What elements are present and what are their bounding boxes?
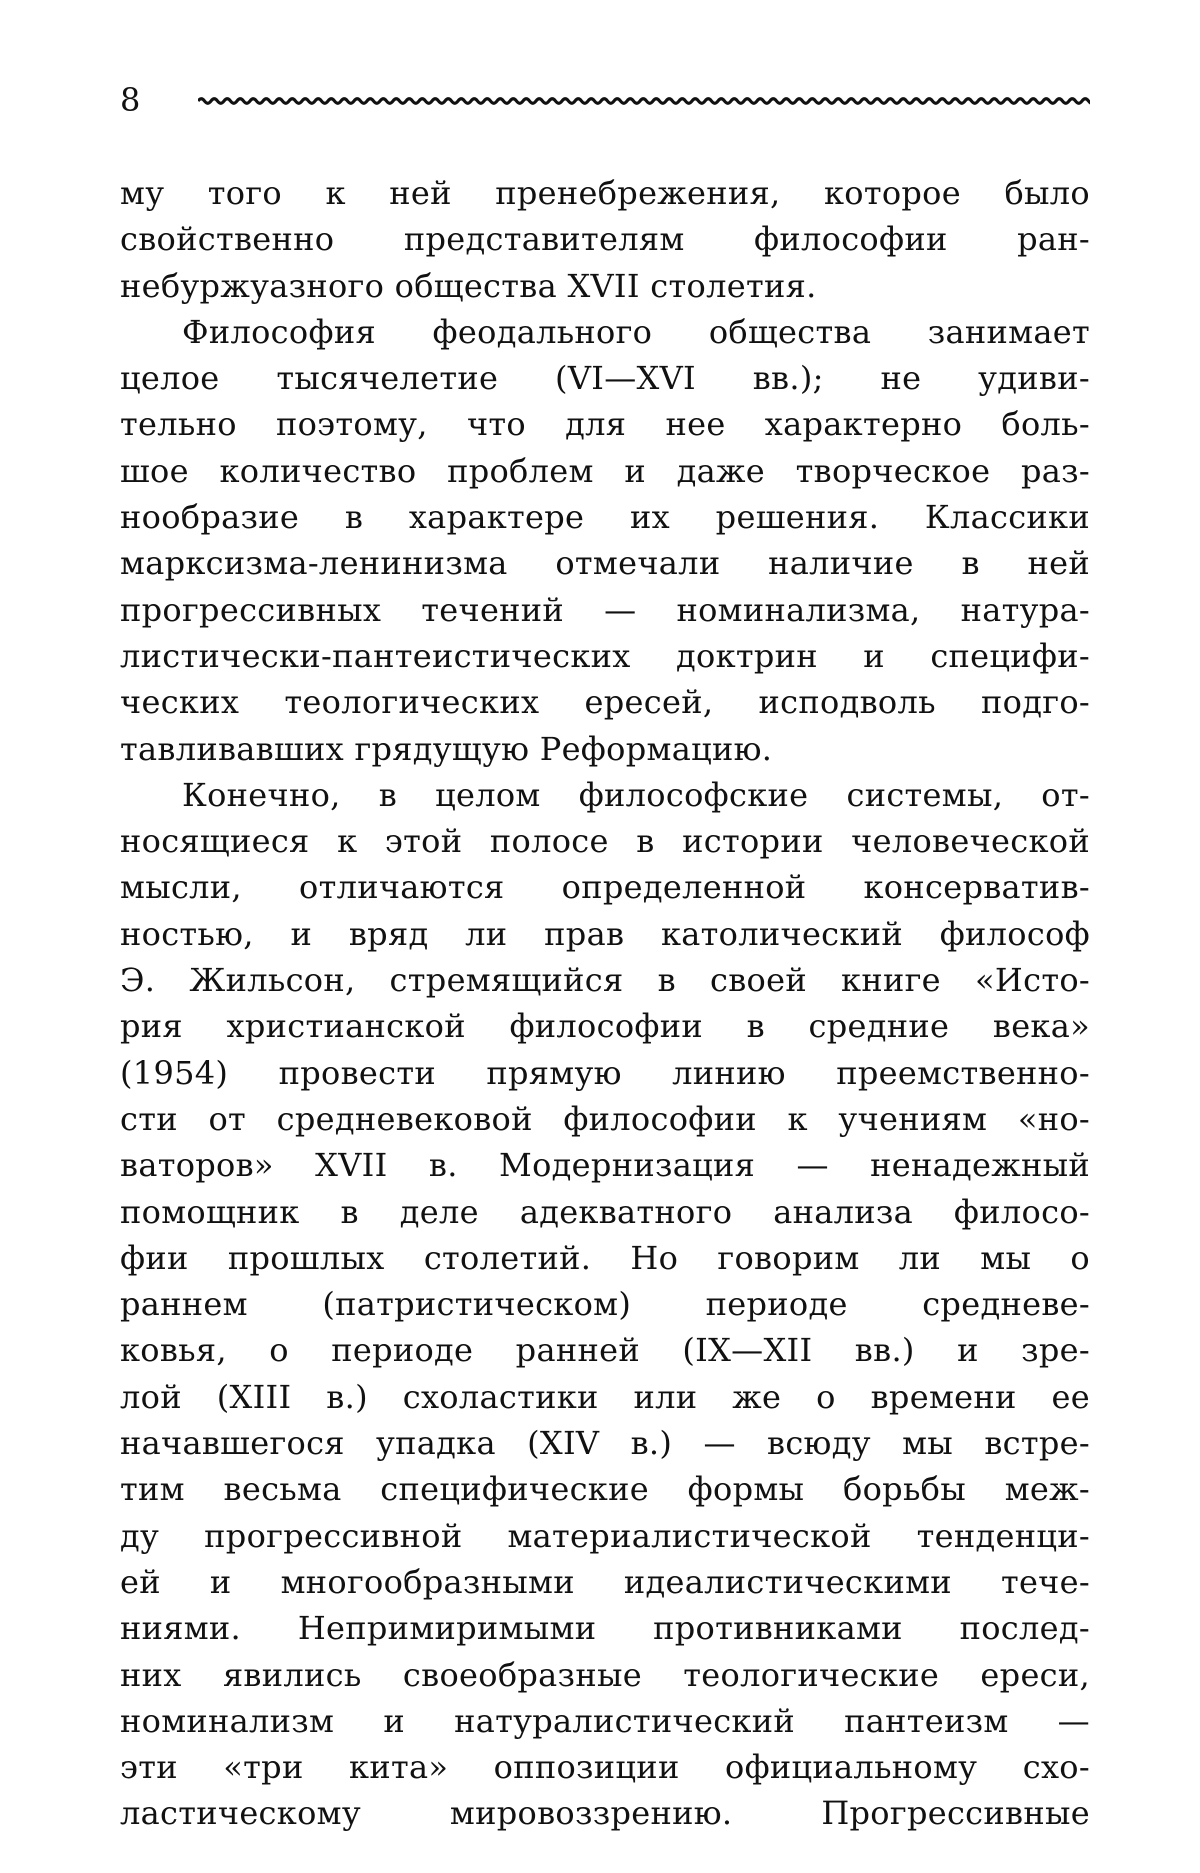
text-line: листически-пантеистических доктрин и специфи- — [120, 636, 1090, 675]
text-line: (1954) провести прямую линию преемственно- — [120, 1053, 1090, 1092]
text-line: Конечно, в целом философские системы, от- — [182, 775, 1090, 814]
text-line: раннем (патристическом) периоде средневе- — [120, 1285, 1090, 1324]
text-line: мысли, отличаются определенной консерватив- — [120, 868, 1090, 907]
text-line: ковья, о периоде ранней (IX—XII вв.) и зре- — [120, 1331, 1090, 1370]
text-line: ей и многообразными идеалистическими тече- — [120, 1562, 1090, 1601]
text-line: небуржуазного общества XVII столетия. — [120, 266, 817, 305]
text-line: ваторов» XVII в. Модернизация — ненадежный — [120, 1146, 1090, 1185]
text-line: ческих теологических ересей, исподволь подго- — [120, 683, 1090, 722]
text-line: начавшегося упадка (XIV в.) — всюду мы встре- — [120, 1424, 1090, 1463]
text-line: прогрессивных течений — номинализма, натура- — [120, 590, 1090, 629]
text-line: Философия феодального общества занимает — [182, 312, 1090, 351]
page-header — [120, 80, 1090, 120]
text-line: Э. Жильсон, стремящийся в своей книге «Исто- — [120, 961, 1090, 1000]
text-line: лой (XIII в.) схоластики или же о времени ее — [120, 1377, 1090, 1416]
text-line: тавливавших грядущую Реформацию. — [120, 729, 773, 768]
text-line: ностью, и вряд ли прав католический философ — [120, 914, 1090, 953]
page-number: 8 — [120, 81, 141, 119]
text-line: помощник в деле адекватного анализа филосо- — [120, 1192, 1090, 1231]
text-line: сти от средневековой философии к учениям «но- — [120, 1099, 1090, 1138]
wavy-rule-ornament — [198, 94, 1090, 108]
text-line: целое тысячелетие (VI—XVI вв.); не удиви- — [120, 359, 1090, 398]
text-line: шое количество проблем и даже творческое раз- — [120, 451, 1090, 490]
text-line: номинализм и натуралистический пантеизм — — [120, 1701, 1090, 1740]
text-line: ниями. Непримиримыми противниками послед- — [120, 1609, 1090, 1648]
text-line: ду прогрессивной материалистической тенденци- — [120, 1516, 1090, 1555]
text-line: ластическому мировоззрению. Прогрессивные — [120, 1794, 1090, 1833]
text-line: эти «три кита» оппозиции официальному схо- — [120, 1748, 1090, 1787]
text-line: тельно поэтому, что для нее характерно боль- — [120, 405, 1090, 444]
text-line: тим весьма специфические формы борьбы меж- — [120, 1470, 1090, 1509]
text-line: фии прошлых столетий. Но говорим ли мы о — [120, 1238, 1090, 1277]
text-line: носящиеся к этой полосе в истории человеческой — [120, 822, 1090, 861]
text-line: марксизма-ленинизма отмечали наличие в ней — [120, 544, 1090, 583]
body-text — [120, 170, 1090, 1837]
text-line: свойственно представителям философии ран- — [120, 220, 1090, 259]
text-line: нообразие в характере их решения. Классики — [120, 498, 1090, 537]
text-line: них явились своеобразные теологические ереси, — [120, 1655, 1090, 1694]
text-line: му того к ней пренебрежения, которое было — [120, 174, 1090, 212]
text-line: рия христианской философии в средние века» — [120, 1007, 1090, 1046]
